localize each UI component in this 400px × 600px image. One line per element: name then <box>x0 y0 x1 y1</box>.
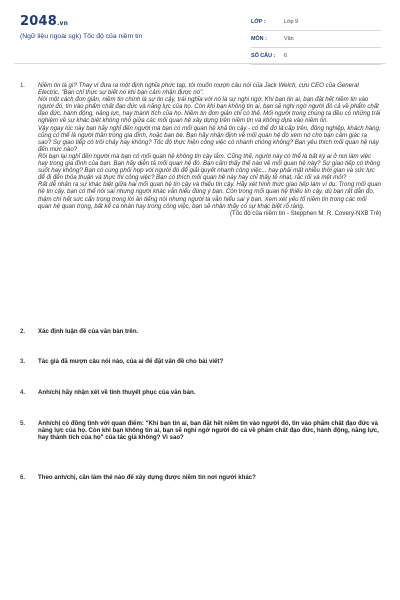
question-text: Tác giả đã mượn câu nói nào, của ai để đặt vấn đề cho bài viết? <box>38 358 224 365</box>
question-text: Anh/chị hãy nhận xét về tính thuyết phục của văn bản. <box>38 389 196 396</box>
passage-paragraph: Vậy ngay lúc này bạn hãy nghĩ đến người mà bạn có mối quan hệ khả tin cậy - có thể đó là cấp trên, đồng nghiệp, khách hàng, cũng có thể là người thân trong gia đình, hoặc bạn bè. Bạn hãy nhận định về mối quan hệ đó xem nó cho bạn cảm giác ra sao? Sự giao tiếp có trôi chảy hay không? Tốc độ thực hiện công việc có nhanh chóng không? Bạn yêu thích mối quan hệ này đến mức nào? <box>38 124 381 153</box>
meta-value: 6 <box>284 53 287 59</box>
meta-value: Văn <box>284 36 294 42</box>
meta-table <box>251 14 381 65</box>
logo-suffix: .vn <box>56 20 69 27</box>
question-number: 3. <box>20 358 26 365</box>
meta-label: MÔN : <box>251 36 267 42</box>
meta-row-subject <box>251 31 381 48</box>
question-number: 6. <box>20 474 26 481</box>
question-number: 5. <box>20 420 26 427</box>
meta-row-class <box>251 14 381 31</box>
passage-paragraph: Rồi bạn lại nghĩ đến người mà bạn có mối quan hệ không tin cậy lắm. Cũng thế, người này có thể là bất kỳ ai ở nơi làm việc hay trong gia đình của bạn. Bạn hãy diễn tả mối quan hệ đó. Bạn cảm thấy thế nào về mối quan hệ này? Sự giao tiếp có thông suốt hay không? Bạn có cùng phối hợp với người đó để giải quyết nhanh công việc... hay phải mất nhiều thời gian và sức lực để đi đến thỏa thuận và thực thi công việc? Bạn có thích mối quan hệ này hay chỉ thấy tẻ nhạt, rắc rối và mệt mỏi? <box>38 152 380 182</box>
site-logo[interactable] <box>20 14 68 29</box>
logo-text: 2048 <box>20 14 57 29</box>
document-title: (Ngữ liệu ngoài sgk) Tốc độ của niềm tin <box>20 33 143 40</box>
question-text: Theo anh/chị, cần làm thế nào để xây dựng được niềm tin nơi người khác? <box>38 474 256 481</box>
meta-label: LỚP : <box>251 19 266 25</box>
question-number: 4. <box>20 389 26 396</box>
passage-paragraph: Rất dễ nhận ra sự khác biệt giữa hai mối quan hệ tin cậy và thiếu tin cậy. Hãy xét hình thức giao tiếp làm ví dụ. Trong mối quan hệ tin cậy, bạn có thể nói sai nhưng người khác vẫn hiểu đúng ý bạn. Còn trong mối quan hệ thiếu tin cậy, dù bạn rất dẫn đo, thậm chí hết sức cẩn trọng trong lời ăn tiếng nói nhưng người ta vẫn hiểu sai ý bạn. Xem xét yếu tố niềm tin trong các mối quan hệ quan trọng, bất kể cá nhân hay trong công việc, bạn sẽ nhận thấy có sự khác biệt rõ ràng. <box>38 181 381 210</box>
meta-value: Lớp 9 <box>284 19 299 25</box>
meta-label: SỐ CÂU : <box>251 53 276 59</box>
question-text: Xác định luận đề của văn bản trên. <box>38 328 139 335</box>
question-number: 2. <box>20 328 26 335</box>
header-divider <box>14 63 386 64</box>
question-text: Anh/chị có đồng tình với quan điểm: "Khi bạn tin ai, bạn đặt hết niềm tin vào người đó, tin vào phẩm chất đạo đức và năng lực của họ. Còn khi bạn không tin ai, bạn sẽ nghi ngờ người đó cả về phẩm chất đạo đức, hành động, năng lực, hay thành tích của họ" của tác giả không? Vì sao? <box>38 420 379 442</box>
question-number: 1. <box>20 82 26 89</box>
passage-paragraph: Niềm tin là gì? Thay vì đưa ra một định nghĩa phức tạp, tôi muốn mượn câu nói của Jack Welch, cựu CEO của General Electric, "Bạn chỉ thực sự biết nó khi bạn cảm nhận được nó". <box>38 82 359 97</box>
reading-passage <box>38 82 381 217</box>
passage-paragraph: Nói một cách đơn giản, niềm tin chính là sự tin cậy, trái nghĩa với nó là sự nghi ngờ. Khi bạn tin ai, bạn đặt hết niềm tin vào người đó, tin vào phẩm chất đạo đức và năng lực của họ. Còn khi bạn không tin ai, bạn sẽ nghi ngờ người đó cả về phẩm chất đạo đức, hành động, năng lực, hay thành tích của họ. Niềm tin đơn giản chỉ có thế. Mối người trong chúng ta đều có những trải nghiệm về sự khác biệt không nhỏ giữa các mối quan hệ xây dựng trên niềm tin và không dựa vào niềm tin. <box>38 96 381 125</box>
passage-source: (Tốc độ của niềm tin - Stepphen M. R. Covery-NXB Trẻ) <box>229 209 381 217</box>
